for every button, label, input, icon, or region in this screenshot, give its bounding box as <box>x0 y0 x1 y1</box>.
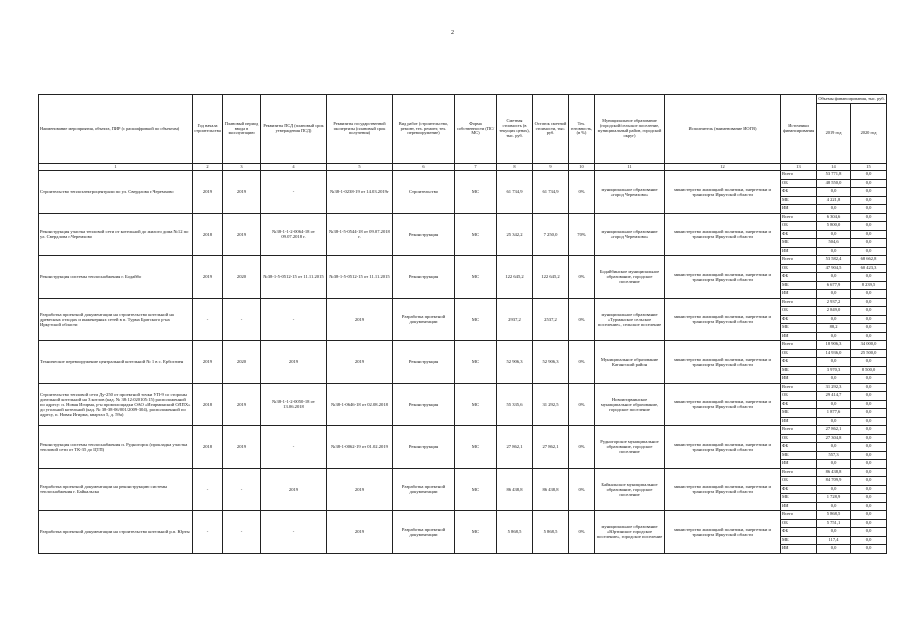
planned-period: - <box>223 511 261 554</box>
funding-2019: 48 550,0 <box>817 179 851 188</box>
funding-2020: 0,0 <box>851 383 887 392</box>
funding-source: Всего <box>781 468 817 477</box>
column-number: 14 <box>817 164 851 171</box>
column-number: 6 <box>393 164 455 171</box>
table-body <box>39 171 887 554</box>
funding-source: Всего <box>781 511 817 520</box>
funding-2019: 3 970,3 <box>817 366 851 375</box>
funding-source: ФБ <box>781 528 817 537</box>
funding-2019: 0,0 <box>817 188 851 197</box>
estimated-cost: 52 906,3 <box>497 341 533 384</box>
funding-source: ОБ <box>781 477 817 486</box>
header-municipality: Муниципальное образование (городской/сельское поселение, муниципальный район, городской округ) <box>595 95 665 164</box>
funding-2019: 2 849,0 <box>817 307 851 316</box>
funding-2019: 4 221,8 <box>817 196 851 205</box>
funding-2020: 0,0 <box>851 375 887 384</box>
funding-2020: 0,0 <box>851 188 887 197</box>
funding-source: ФБ <box>781 188 817 197</box>
expertise-details: №38-1-0062-19 от 01.02.2019 <box>327 426 393 469</box>
column-number: 11 <box>595 164 665 171</box>
column-number: 2 <box>193 164 223 171</box>
start-year: - <box>193 298 223 341</box>
estimated-cost: 86 438,8 <box>497 468 533 511</box>
funding-2020: 0,0 <box>851 171 887 180</box>
funding-source: Всего <box>781 256 817 265</box>
funding-source: ФБ <box>781 358 817 367</box>
funding-2019: 27 304,8 <box>817 434 851 443</box>
column-number: 9 <box>533 164 569 171</box>
psd-details: - <box>261 298 327 341</box>
start-year: 2019 <box>193 171 223 214</box>
executor: министерство жилищной политики, энергетики и транспорта Иркутской области <box>665 383 781 426</box>
start-year: 2018 <box>193 213 223 256</box>
funding-2020: 0,0 <box>851 392 887 401</box>
executor: министерство жилищной политики, энергетики и транспорта Иркутской области <box>665 298 781 341</box>
executor: министерство жилищной политики, энергетики и транспорта Иркутской области <box>665 171 781 214</box>
funding-2020: 0,0 <box>851 298 887 307</box>
readiness: 0% <box>569 341 595 384</box>
project-name: Разработка проектной документации на строительство котельной р.п. Юрты <box>39 511 193 554</box>
remaining-cost: 2537,2 <box>533 298 569 341</box>
funding-2020: 0,0 <box>851 205 887 214</box>
funding-source: МБ <box>781 324 817 333</box>
psd-details: - <box>261 426 327 469</box>
funding-2019: 47 904,5 <box>817 264 851 273</box>
funding-2020: 0,0 <box>851 451 887 460</box>
funding-source: МБ <box>781 196 817 205</box>
remaining-cost: 31 292,5 <box>533 383 569 426</box>
funding-2019: 0,0 <box>817 528 851 537</box>
funding-2019: 29 414,7 <box>817 392 851 401</box>
funding-2019: 88,2 <box>817 324 851 333</box>
column-number: 8 <box>497 164 533 171</box>
project-name: Строительство теплоэлектроцентрали по ул. Свердлова г.Черемхово <box>39 171 193 214</box>
funding-source: ФБ <box>781 400 817 409</box>
readiness: 0% <box>569 256 595 299</box>
funding-2020: 0,0 <box>851 417 887 426</box>
funding-2019: 1 728,9 <box>817 494 851 503</box>
readiness: 0% <box>569 171 595 214</box>
funding-source: ИИ <box>781 417 817 426</box>
funding-2019: 0,0 <box>817 443 851 452</box>
executor: министерство жилищной политики, энергетики и транспорта Иркутской области <box>665 341 781 384</box>
header-year-2019: 2019 год <box>817 104 851 164</box>
funding-2020: 68 662,8 <box>851 256 887 265</box>
expertise-details: №38-1-0238-19 от 14.03.2019г <box>327 171 393 214</box>
table-row <box>39 426 887 435</box>
work-type: Реконструкция <box>393 426 455 469</box>
funding-2019: 117,4 <box>817 536 851 545</box>
readiness: 0% <box>569 511 595 554</box>
funding-2019: 6 677,9 <box>817 281 851 290</box>
psd-details: 2019 <box>261 341 327 384</box>
work-type: Реконструкция <box>393 383 455 426</box>
funding-2020: 0,0 <box>851 494 887 503</box>
readiness: 0% <box>569 298 595 341</box>
executor: министерство жилищной политики, энергетики и транспорта Иркутской области <box>665 511 781 554</box>
remaining-cost: 61 734,9 <box>533 171 569 214</box>
funding-2019: 0,0 <box>817 273 851 282</box>
funding-source: ФБ <box>781 230 817 239</box>
funding-2019: 31 292,3 <box>817 383 851 392</box>
ownership: МС <box>455 426 497 469</box>
project-name: Реконструкция системы теплоснабжения г. Бодайбо <box>39 256 193 299</box>
remaining-cost: 122 645,2 <box>533 256 569 299</box>
funding-2020: 0,0 <box>851 485 887 494</box>
funding-source: МБ <box>781 536 817 545</box>
readiness: 0% <box>569 383 595 426</box>
project-name: Разработка проектной документации на реконструкцию системы теплоснабжения г. Байкальска <box>39 468 193 511</box>
funding-source: Всего <box>781 298 817 307</box>
funding-2020: 0,0 <box>851 196 887 205</box>
funding-source: Всего <box>781 383 817 392</box>
column-number: 12 <box>665 164 781 171</box>
funding-source: ФБ <box>781 273 817 282</box>
column-number: 1 <box>39 164 193 171</box>
funding-2020: 0,0 <box>851 400 887 409</box>
funding-2020: 0,0 <box>851 528 887 537</box>
funding-source: Всего <box>781 341 817 350</box>
remaining-cost: 27 862,1 <box>533 426 569 469</box>
funding-2019: 14 936,0 <box>817 349 851 358</box>
funding-2020: 0,0 <box>851 519 887 528</box>
ownership: МС <box>455 383 497 426</box>
funding-source: ФБ <box>781 315 817 324</box>
estimated-cost: 61 734,9 <box>497 171 533 214</box>
funding-2020: 0,0 <box>851 239 887 248</box>
funding-2019: 5 868,5 <box>817 511 851 520</box>
funding-2019: 84 709,9 <box>817 477 851 486</box>
work-type: Разработка проектной документации <box>393 511 455 554</box>
funding-2019: 0,0 <box>817 332 851 341</box>
funding-2020: 0,0 <box>851 213 887 222</box>
funding-2019: 0,0 <box>817 290 851 299</box>
column-number: 4 <box>261 164 327 171</box>
ownership: МС <box>455 468 497 511</box>
funding-2019: 0,0 <box>817 485 851 494</box>
funding-source: ИИ <box>781 290 817 299</box>
table-row <box>39 256 887 265</box>
funding-source: ФБ <box>781 485 817 494</box>
ownership: МС <box>455 171 497 214</box>
funding-2019: 0,0 <box>817 417 851 426</box>
header-name: Наименование мероприятия, объекта, ПИР (с расшифровкой по объектам) <box>39 95 193 164</box>
psd-details: 2019 <box>261 468 327 511</box>
header-readiness: Тех. готовность, (в %) <box>569 95 595 164</box>
psd-details: №38-1-1-2-0064-18 от 09.07.2018 г. <box>261 213 327 256</box>
header-psd: Реквизиты ПСД (плановый срок утверждения ПСД) <box>261 95 327 164</box>
psd-details: - <box>261 171 327 214</box>
estimated-cost: 27 862,1 <box>497 426 533 469</box>
project-name: Реконструкция участка тепловой сети от котельной до жилого дома №12 по ул. Свердлова г.Черемхово <box>39 213 193 256</box>
psd-details: - <box>261 511 327 554</box>
funding-2019: 0,0 <box>817 460 851 469</box>
planned-period: 2019 <box>223 383 261 426</box>
executor: министерство жилищной политики, энергетики и транспорта Иркутской области <box>665 213 781 256</box>
table-row <box>39 468 887 477</box>
funding-source: ОБ <box>781 307 817 316</box>
work-type: Разработка проектной документации <box>393 298 455 341</box>
municipality: муниципальное образование «Турманское сельское поселение», сельское поселение <box>595 298 665 341</box>
funding-2019: 1 877,6 <box>817 409 851 418</box>
header-start-year: Год начала строительства <box>193 95 223 164</box>
funding-2020: 0,0 <box>851 502 887 511</box>
readiness: 0% <box>569 468 595 511</box>
planned-period: 2019 <box>223 426 261 469</box>
funding-source: ИИ <box>781 502 817 511</box>
municipality: муниципальное образование «Юртинское городское поселение», городское поселение <box>595 511 665 554</box>
funding-2020: 8 239,5 <box>851 281 887 290</box>
planned-period: 2019 <box>223 213 261 256</box>
funding-2020: 0,0 <box>851 332 887 341</box>
page-number: 2 <box>451 30 454 36</box>
funding-source: Всего <box>781 171 817 180</box>
remaining-cost: 52 906,3 <box>533 341 569 384</box>
header-funding: Объемы финансирования, тыс. руб. <box>817 95 887 104</box>
header-work-type: Вид работ (строительство, ремонт, тех. ремонт, тех. перевооружение) <box>393 95 455 164</box>
funding-2019: 2 937,2 <box>817 298 851 307</box>
funding-2019: 86 438,8 <box>817 468 851 477</box>
funding-2020: 0,0 <box>851 247 887 256</box>
readiness: 0% <box>569 426 595 469</box>
planned-period: 2020 <box>223 341 261 384</box>
funding-source: Всего <box>781 213 817 222</box>
expertise-details: 2019 <box>327 468 393 511</box>
funding-2019: 0,0 <box>817 502 851 511</box>
table-row <box>39 298 887 307</box>
project-name: Техническое перевооружение центральной котельной № 1 в с. Ербогачен <box>39 341 193 384</box>
planned-period: - <box>223 468 261 511</box>
estimated-cost: 55 335,6 <box>497 383 533 426</box>
table-row <box>39 511 887 520</box>
expertise-details: №38-1-5-0544-18 от 09.07.2018 г. <box>327 213 393 256</box>
header-planned-period: Плановый период ввода в эксплуатацию <box>223 95 261 164</box>
estimated-cost: 2937,2 <box>497 298 533 341</box>
funding-2020: 0,0 <box>851 273 887 282</box>
ownership: МС <box>455 511 497 554</box>
work-type: Реконструкция <box>393 213 455 256</box>
funding-2020: 60 423,3 <box>851 264 887 273</box>
expertise-details: 2019 <box>327 298 393 341</box>
header-ownership: Форма собственности (ПС/МС) <box>455 95 497 164</box>
expertise-details: №38-1-0646-18 от 02.08.2018 <box>327 383 393 426</box>
column-number: 10 <box>569 164 595 171</box>
funding-source: ОБ <box>781 179 817 188</box>
header-executor: Исполнитель (наименование ИОГВ) <box>665 95 781 164</box>
remaining-cost: 86 438,8 <box>533 468 569 511</box>
work-type: Реконструкция <box>393 341 455 384</box>
funding-source: ОБ <box>781 349 817 358</box>
funding-source: МБ <box>781 451 817 460</box>
funding-2020: 0,0 <box>851 468 887 477</box>
funding-2019: 53 771,8 <box>817 171 851 180</box>
funding-source: ОБ <box>781 434 817 443</box>
column-number: 7 <box>455 164 497 171</box>
remaining-cost: 5 868,5 <box>533 511 569 554</box>
funding-2020: 0,0 <box>851 409 887 418</box>
header-expertise: Реквизиты государственной экспертизы (плановый срок получения) <box>327 95 393 164</box>
start-year: 2019 <box>193 341 223 384</box>
municipality: Бодайбинское муниципальное образование, городское поселение <box>595 256 665 299</box>
column-number: 15 <box>851 164 887 171</box>
ownership: МС <box>455 213 497 256</box>
ownership: МС <box>455 256 497 299</box>
funding-2019: 53 582,4 <box>817 256 851 265</box>
funding-2020: 0,0 <box>851 434 887 443</box>
funding-source: ОБ <box>781 519 817 528</box>
executor: министерство жилищной политики, энергетики и транспорта Иркутской области <box>665 426 781 469</box>
ownership: МС <box>455 298 497 341</box>
estimated-cost: 5 868,5 <box>497 511 533 554</box>
readiness: 70% <box>569 213 595 256</box>
column-number: 3 <box>223 164 261 171</box>
start-year: 2018 <box>193 383 223 426</box>
funding-2019: 0,0 <box>817 375 851 384</box>
funding-source: ФБ <box>781 443 817 452</box>
header-year-2020: 2020 год <box>851 104 887 164</box>
start-year: 2019 <box>193 256 223 299</box>
expertise-details: №38-1-5-0512-15 от 11.11.2015 <box>327 256 393 299</box>
executor: министерство жилищной политики, энергетики и транспорта Иркутской области <box>665 256 781 299</box>
funding-2019: 5 800,0 <box>817 222 851 231</box>
funding-2020: 0,0 <box>851 307 887 316</box>
funding-source: Всего <box>781 426 817 435</box>
table-row <box>39 213 887 222</box>
funding-source: ИИ <box>781 460 817 469</box>
start-year: 2018 <box>193 426 223 469</box>
funding-2019: 0,0 <box>817 400 851 409</box>
funding-source: ИИ <box>781 545 817 554</box>
funding-2019: 0,0 <box>817 358 851 367</box>
planned-period: 2020 <box>223 256 261 299</box>
work-type: Реконструкция <box>393 256 455 299</box>
funding-2019: 557,3 <box>817 451 851 460</box>
table-row <box>39 341 887 350</box>
municipality: Новоигирминское муниципальное образование, городское поселение <box>595 383 665 426</box>
funding-2020: 34 000,0 <box>851 341 887 350</box>
funding-2019: 6 304,6 <box>817 213 851 222</box>
expertise-details: 2019 <box>327 341 393 384</box>
funding-source: ОБ <box>781 222 817 231</box>
funding-2020: 0,0 <box>851 222 887 231</box>
municipality: муниципальное образование «город Черемхово» <box>595 213 665 256</box>
funding-2020: 0,0 <box>851 290 887 299</box>
municipality: Рудногорское муниципальное образование, городское поселение <box>595 426 665 469</box>
funding-source: ИИ <box>781 375 817 384</box>
funding-2020: 0,0 <box>851 179 887 188</box>
ownership: МС <box>455 341 497 384</box>
funding-2020: 0,0 <box>851 545 887 554</box>
funding-2020: 0,0 <box>851 324 887 333</box>
psd-details: №38-1-1-2-0050-18 от 13.06.2018 <box>261 383 327 426</box>
funding-2020: 8 500,0 <box>851 366 887 375</box>
funding-source: ИИ <box>781 205 817 214</box>
work-type: Строительство <box>393 171 455 214</box>
funding-2020: 0,0 <box>851 230 887 239</box>
funding-2019: 18 906,3 <box>817 341 851 350</box>
municipality: Муниципальное образование Катангский район <box>595 341 665 384</box>
executor: министерство жилищной политики, энергетики и транспорта Иркутской области <box>665 468 781 511</box>
funding-source: МБ <box>781 239 817 248</box>
estimated-cost: 25 342,2 <box>497 213 533 256</box>
start-year: - <box>193 511 223 554</box>
funding-2019: 0,0 <box>817 315 851 324</box>
funding-2020: 0,0 <box>851 536 887 545</box>
funding-2020: 0,0 <box>851 426 887 435</box>
table-header <box>39 95 887 171</box>
funding-source: МБ <box>781 494 817 503</box>
funding-source: МБ <box>781 409 817 418</box>
funding-2019: 0,0 <box>817 545 851 554</box>
expertise-details: 2019 <box>327 511 393 554</box>
work-type: Разработка проектной документации <box>393 468 455 511</box>
funding-2020: 0,0 <box>851 358 887 367</box>
funding-source: МБ <box>781 366 817 375</box>
municipality: муниципальное образование «город Черемхово» <box>595 171 665 214</box>
table-row <box>39 383 887 392</box>
funding-source: МБ <box>781 281 817 290</box>
remaining-cost: 7 250,0 <box>533 213 569 256</box>
funding-2020: 0,0 <box>851 460 887 469</box>
header-remaining-cost: Остаток сметной стоимости, тыс. руб. <box>533 95 569 164</box>
project-name: Реконструкция системы теплоснабжения п. Рудногорск (прокладка участка тепловой сети от ТК-35 до ЦТП) <box>39 426 193 469</box>
table-row <box>39 171 887 180</box>
project-name: Разработка проектной документации на строительство котельной на древесных отходах и инженерных сетей в п. Турма Братского р-на Иркутской области <box>39 298 193 341</box>
start-year: - <box>193 468 223 511</box>
funding-2019: 27 862,1 <box>817 426 851 435</box>
header-sources: Источники финансирования <box>781 95 817 164</box>
column-numbers-row <box>39 164 887 171</box>
funding-2020: 0,0 <box>851 511 887 520</box>
funding-2019: 504,6 <box>817 239 851 248</box>
program-table <box>38 94 887 554</box>
funding-source: ОБ <box>781 392 817 401</box>
funding-2020: 25 500,0 <box>851 349 887 358</box>
column-number: 13 <box>781 164 817 171</box>
funding-source: ОБ <box>781 264 817 273</box>
funding-2019: 0,0 <box>817 247 851 256</box>
municipality: Байкальское муниципальное образование, городское поселение <box>595 468 665 511</box>
funding-source: ИИ <box>781 247 817 256</box>
planned-period: - <box>223 298 261 341</box>
estimated-cost: 122 645,2 <box>497 256 533 299</box>
column-number: 5 <box>327 164 393 171</box>
funding-2019: 0,0 <box>817 205 851 214</box>
header-estimated-cost: Сметная стоимость (в текущих ценах), тыс. руб. <box>497 95 533 164</box>
funding-2020: 0,0 <box>851 443 887 452</box>
funding-source: ИИ <box>781 332 817 341</box>
funding-2019: 5 751,1 <box>817 519 851 528</box>
project-name: Строительство тепловой сети Ду-250 от проектной точки УП-9 со стороны дизельной котельной на 3 котлов (кад. № 38:12:020105:15) расположенной по адресу: п. Новая Игирма, р-н промплощадки ОАО «Игирминский ОЛПХ» до угольной котельной (кад. № 38-38-06/001/2009-304), расположенной по адресу, п. Новая Игирма, квартал 5, д. 59а) <box>39 383 193 426</box>
psd-details: №38-1-5-0512-15 от 11.11.2015 <box>261 256 327 299</box>
planned-period: 2019 <box>223 171 261 214</box>
funding-2020: 0,0 <box>851 477 887 486</box>
funding-2020: 0,0 <box>851 315 887 324</box>
funding-2019: 0,0 <box>817 230 851 239</box>
